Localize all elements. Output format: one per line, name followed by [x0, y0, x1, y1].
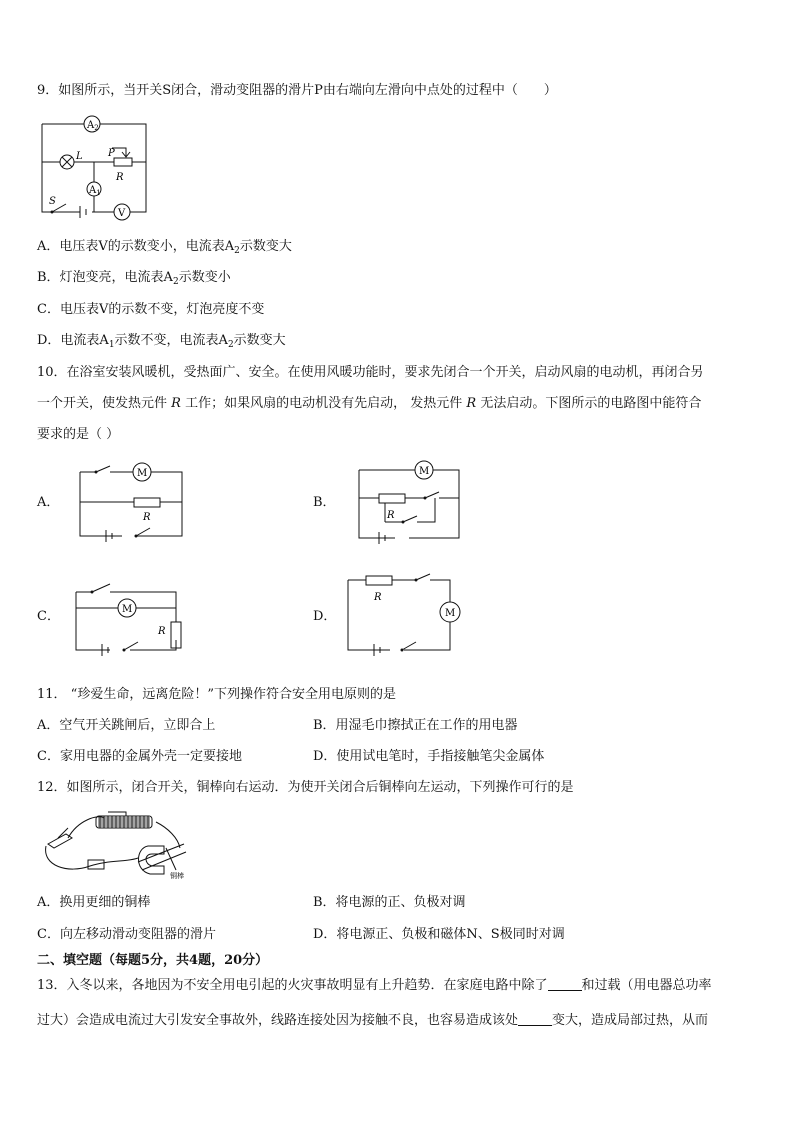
motor-label: M — [122, 604, 133, 615]
q11-option-b[interactable]: B．用湿毛巾擦拭正在工作的用电器 — [313, 718, 518, 733]
q10-stem-line3: 要求的是（ ） — [37, 427, 120, 442]
resistor-label: R — [158, 626, 166, 637]
q13-blank-1[interactable] — [548, 976, 582, 991]
motor-label: M — [445, 608, 456, 619]
q9-stem: 9．如图所示，当开关S闭合，滑动变阻器的滑片P由右端向左滑向中点处的过程中（ ） — [37, 83, 557, 98]
q9-option-c[interactable]: C．电压表V的示数不变，灯泡亮度不变 — [37, 302, 265, 317]
q9-option-d[interactable]: D．电流表$A_1$示数不变，电流表$A_2$示数变大 — [37, 333, 286, 350]
q11-option-d[interactable]: D．使用试电笔时，手指接触笔尖金属体 — [313, 749, 545, 764]
q10-stem-line2: 一个开关，使发热元件 R 工作；如果风扇的电动机没有先启动， 发热元件 R 无法启动。下图所示的电路图中能符合 — [37, 396, 702, 411]
q10-circuit-b — [353, 456, 465, 550]
q10-option-c[interactable]: C． — [37, 609, 60, 624]
q10-circuit-a — [76, 458, 188, 550]
q12-option-d[interactable]: D．将电源正、负极和磁体N、S极同时对调 — [313, 927, 565, 942]
motor-label: M — [419, 466, 430, 477]
q9-option-a[interactable]: A．电压表V的示数变小，电流表$A_2$示数变大 — [37, 239, 292, 256]
ammeter-a2-label: $A_2$ — [87, 120, 99, 132]
q12-option-a[interactable]: A．换用更细的铜棒 — [37, 895, 151, 910]
q10-stem-line1: 10．在浴室安装风暖机，受热面广、安全。在使用风暖功能时，要求先闭合一个开关，启动风扇的电动机，再闭合另 — [37, 365, 704, 380]
q12-stem: 12．如图所示，闭合开关，铜棒向右运动．为使开关闭合后铜棒向左运动，下列操作可行的是 — [37, 780, 574, 795]
lamp-label: L — [76, 151, 83, 162]
resistor-label: R — [143, 512, 151, 523]
q13-blank-2[interactable] — [518, 1011, 552, 1026]
q10-circuit-d — [340, 568, 468, 664]
q12-option-c[interactable]: C．向左移动滑动变阻器的滑片 — [37, 927, 216, 942]
ammeter-a1-label: $A_1$ — [89, 185, 101, 197]
q9-circuit-diagram — [36, 112, 156, 224]
copper-rod-label: 铜棒 — [170, 872, 184, 880]
q11-option-c[interactable]: C．家用电器的金属外壳一定要接地 — [37, 749, 242, 764]
q12-option-b[interactable]: B．将电源的正、负极对调 — [313, 895, 466, 910]
q13-stem-line1: 13．入冬以来，各地因为不安全用电引起的火灾事故明显有上升趋势．在家庭电路中除了 和过载（用电器总功率 — [37, 978, 712, 993]
q10-option-a[interactable]: A． — [37, 495, 60, 510]
section-heading-fill-in: 二、填空题（每题5分，共4题，20分） — [37, 953, 269, 968]
q10-circuit-c — [70, 570, 188, 662]
q11-option-a[interactable]: A．空气开关跳闸后，立即合上 — [37, 718, 216, 733]
q10-option-d[interactable]: D． — [313, 609, 337, 624]
q9-option-b[interactable]: B．灯泡变亮，电流表$A_2$示数变小 — [37, 270, 231, 287]
resistor-label: R — [387, 510, 395, 521]
motor-label: M — [137, 468, 148, 479]
voltmeter-label: V — [118, 208, 126, 219]
q13-stem-line2: 过大）会造成电流过大引发安全事故外，线路连接处因为接触不良，也容易造成该处 变大，造成局部过热，从而 — [37, 1013, 709, 1028]
switch-label: S — [49, 196, 56, 207]
slider-label: P — [108, 148, 115, 159]
q12-apparatus-figure — [38, 808, 188, 886]
q11-stem: 11． “珍爱生命，远离危险！”下列操作符合安全用电原则的是 — [37, 687, 396, 702]
rheostat-label: R — [116, 172, 124, 183]
q10-option-b[interactable]: B． — [313, 495, 336, 510]
resistor-label: R — [374, 592, 382, 603]
